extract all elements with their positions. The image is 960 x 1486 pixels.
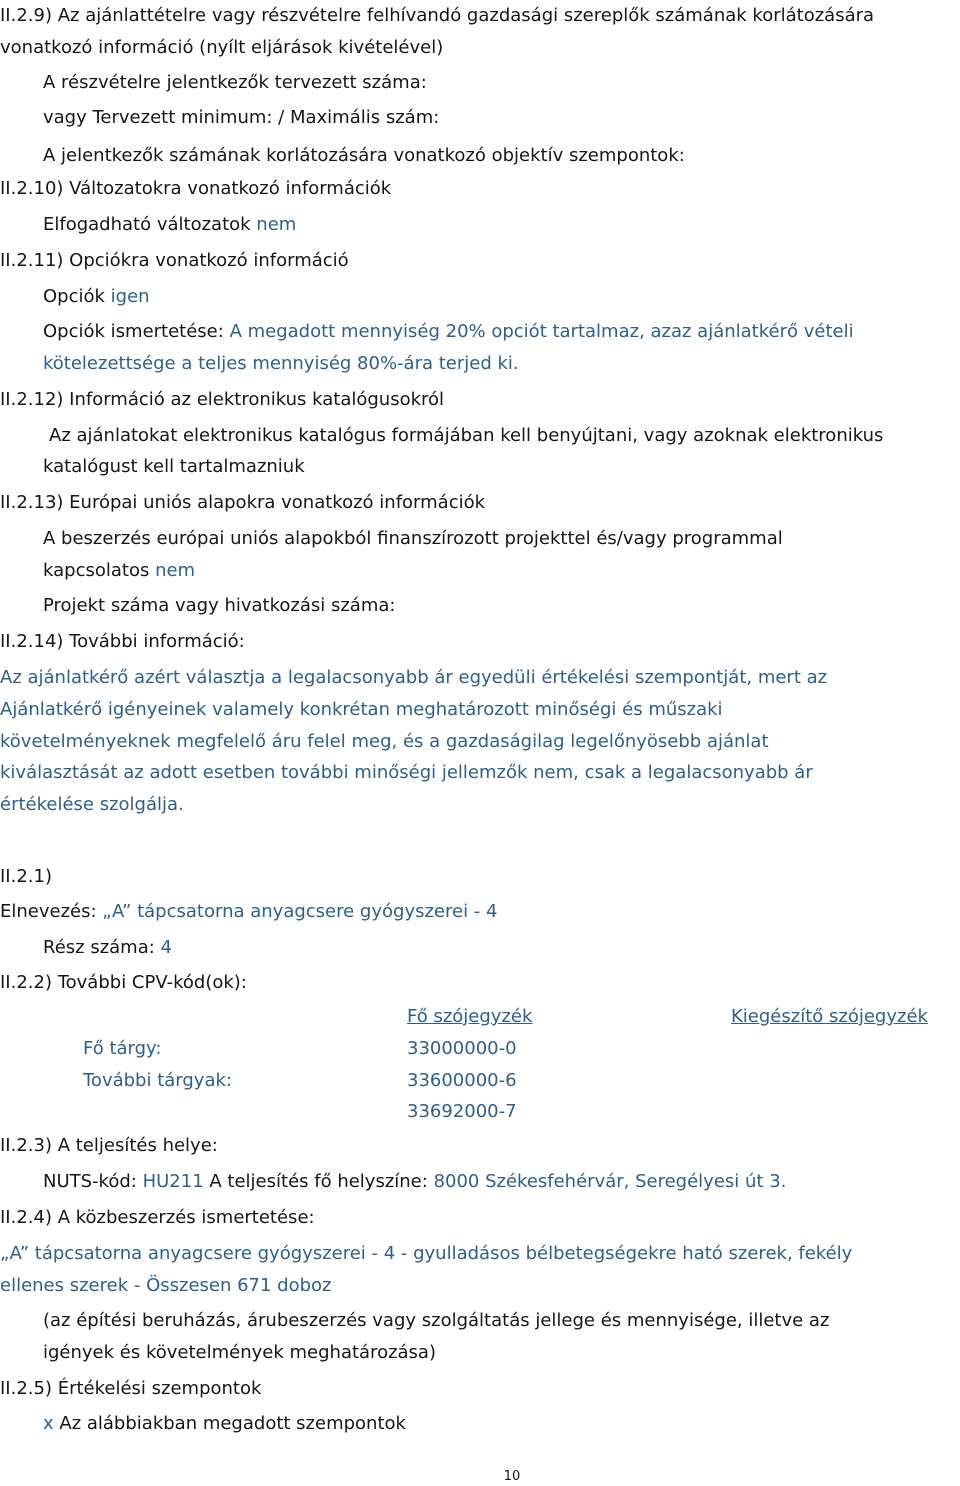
additional-info-line-4: kiválasztását az adott esetben további minőségi jellemzők nem, csak a legalacsonyabb ár xyxy=(0,762,813,783)
name-value: „A” tápcsatorna anyagcsere gyógyszerei - 4 xyxy=(102,901,498,922)
section-heading-ii-2-10: II.2.10) Változatokra vonatkozó információk xyxy=(0,178,392,199)
cpv-other-subjects-label: További tárgyak: xyxy=(83,1070,232,1091)
name-label: Elnevezés: xyxy=(0,901,97,922)
section-heading-ii-2-5: II.2.5) Értékelési szempontok xyxy=(0,1378,262,1399)
options-value: igen xyxy=(110,286,150,307)
criteria-row xyxy=(43,1413,406,1435)
options-desc-value-cont: kötelezettsége a teljes mennyiség 80%-ára terjed ki. xyxy=(43,353,519,374)
options-desc-label: Opciók ismertetése: xyxy=(43,321,224,342)
additional-info-line-1: Az ajánlatkérő azért választja a legalacsonyabb ár egyedüli értékelési szempontját, mert az xyxy=(0,667,828,688)
section-heading-ii-2-2: II.2.2) További CPV-kód(ok): xyxy=(0,972,247,993)
main-place-value: 8000 Székesfehérvár, Seregélyesi út 3. xyxy=(433,1171,787,1192)
catalog-text-cont: katalógust kell tartalmazniuk xyxy=(43,456,305,477)
variants-label: Elfogadható változatok xyxy=(43,214,251,235)
eu-funds-text-cont: kapcsolatos xyxy=(43,560,150,581)
project-number-label: Projekt száma vagy hivatkozási száma: xyxy=(43,595,396,616)
eu-funds-value: nem xyxy=(155,560,196,581)
additional-info-line-3: követelményeknek megfelelő áru felel meg, és a gazdaságilag legelőnyösebb ajánlat xyxy=(0,731,769,752)
min-max-label: vagy Tervezett minimum: / Maximális szám: xyxy=(43,107,440,128)
name-row xyxy=(0,901,497,923)
part-number-row xyxy=(43,937,172,959)
section-heading-ii-2-4: II.2.4) A közbeszerzés ismertetése: xyxy=(0,1207,315,1228)
page-number: 10 xyxy=(503,1469,521,1484)
section-heading-ii-2-11: II.2.11) Opciókra vonatkozó információ xyxy=(0,250,349,271)
options-label: Opciók xyxy=(43,286,105,307)
procurement-note-line-2: igények és követelmények meghatározása) xyxy=(43,1342,436,1363)
procurement-desc-line-2: ellenes szerek - Összesen 671 doboz xyxy=(0,1275,332,1296)
eu-funds-row xyxy=(43,560,195,582)
cpv-main-subject-label: Fő tárgy: xyxy=(83,1038,162,1059)
section-heading-ii-2-9: II.2.9) Az ajánlattételre vagy részvételre felhívandó gazdasági szereplők számának korlátozására xyxy=(0,5,875,26)
section-heading-ii-2-12: II.2.12) Információ az elektronikus katalógusokról xyxy=(0,389,445,410)
nuts-value: HU211 xyxy=(142,1171,204,1192)
cpv-main-subject-code: 33000000-0 xyxy=(407,1038,517,1059)
additional-info-line-5: értékelése szolgálja. xyxy=(0,794,184,815)
procurement-note-line-1: (az építési beruházás, árubeszerzés vagy szolgáltatás jellege és mennyisége, illetve az xyxy=(43,1310,830,1331)
limitation-criteria-label: A jelentkezők számának korlátozására vonatkozó objektív szempontok: xyxy=(43,145,685,166)
options-row xyxy=(43,286,150,308)
cpv-main-vocab-header: Fő szójegyzék xyxy=(407,1006,533,1027)
section-heading-ii-2-13: II.2.13) Európai uniós alapokra vonatkozó információk xyxy=(0,492,486,513)
criteria-option: Az alábbiakban megadott szempontok xyxy=(59,1413,406,1434)
criteria-checkmark: x xyxy=(43,1413,54,1434)
part-number-label: Rész száma: xyxy=(43,937,155,958)
section-heading-ii-2-14: II.2.14) További információ: xyxy=(0,631,245,652)
part-number-value: 4 xyxy=(160,937,172,958)
section-heading-ii-2-1: II.2.1) xyxy=(0,866,52,887)
procurement-desc-line-1: „A” tápcsatorna anyagcsere gyógyszerei - 4 - gyulladásos bélbetegségekre ható szerek, fekély xyxy=(0,1243,853,1264)
options-desc-row xyxy=(43,321,854,343)
section-heading-ii-2-9-cont: vonatkozó információ (nyílt eljárások kivételével) xyxy=(0,37,444,58)
cpv-supp-vocab-header: Kiegészítő szójegyzék xyxy=(731,1006,928,1027)
nuts-label: NUTS-kód: xyxy=(43,1171,137,1192)
cpv-other-code-1: 33600000-6 xyxy=(407,1070,517,1091)
eu-funds-text: A beszerzés európai uniós alapokból finanszírozott projekttel és/vagy programmal xyxy=(43,528,783,549)
cpv-other-code-2: 33692000-7 xyxy=(407,1101,517,1122)
place-row xyxy=(43,1171,786,1193)
variants-row xyxy=(43,214,296,236)
main-place-label: A teljesítés fő helyszíne: xyxy=(209,1171,428,1192)
catalog-text: Az ajánlatokat elektronikus katalógus formájában kell benyújtani, vagy azoknak elektronikus xyxy=(49,425,884,446)
planned-applicants-label: A részvételre jelentkezők tervezett száma: xyxy=(43,72,427,93)
variants-value: nem xyxy=(256,214,297,235)
additional-info-line-2: Ajánlatkérő igényeinek valamely konkrétan meghatározott minőségi és műszaki xyxy=(0,699,723,720)
section-heading-ii-2-3: II.2.3) A teljesítés helye: xyxy=(0,1135,218,1156)
options-desc-value: A megadott mennyiség 20% opciót tartalmaz, azaz ajánlatkérő vételi xyxy=(229,321,854,342)
